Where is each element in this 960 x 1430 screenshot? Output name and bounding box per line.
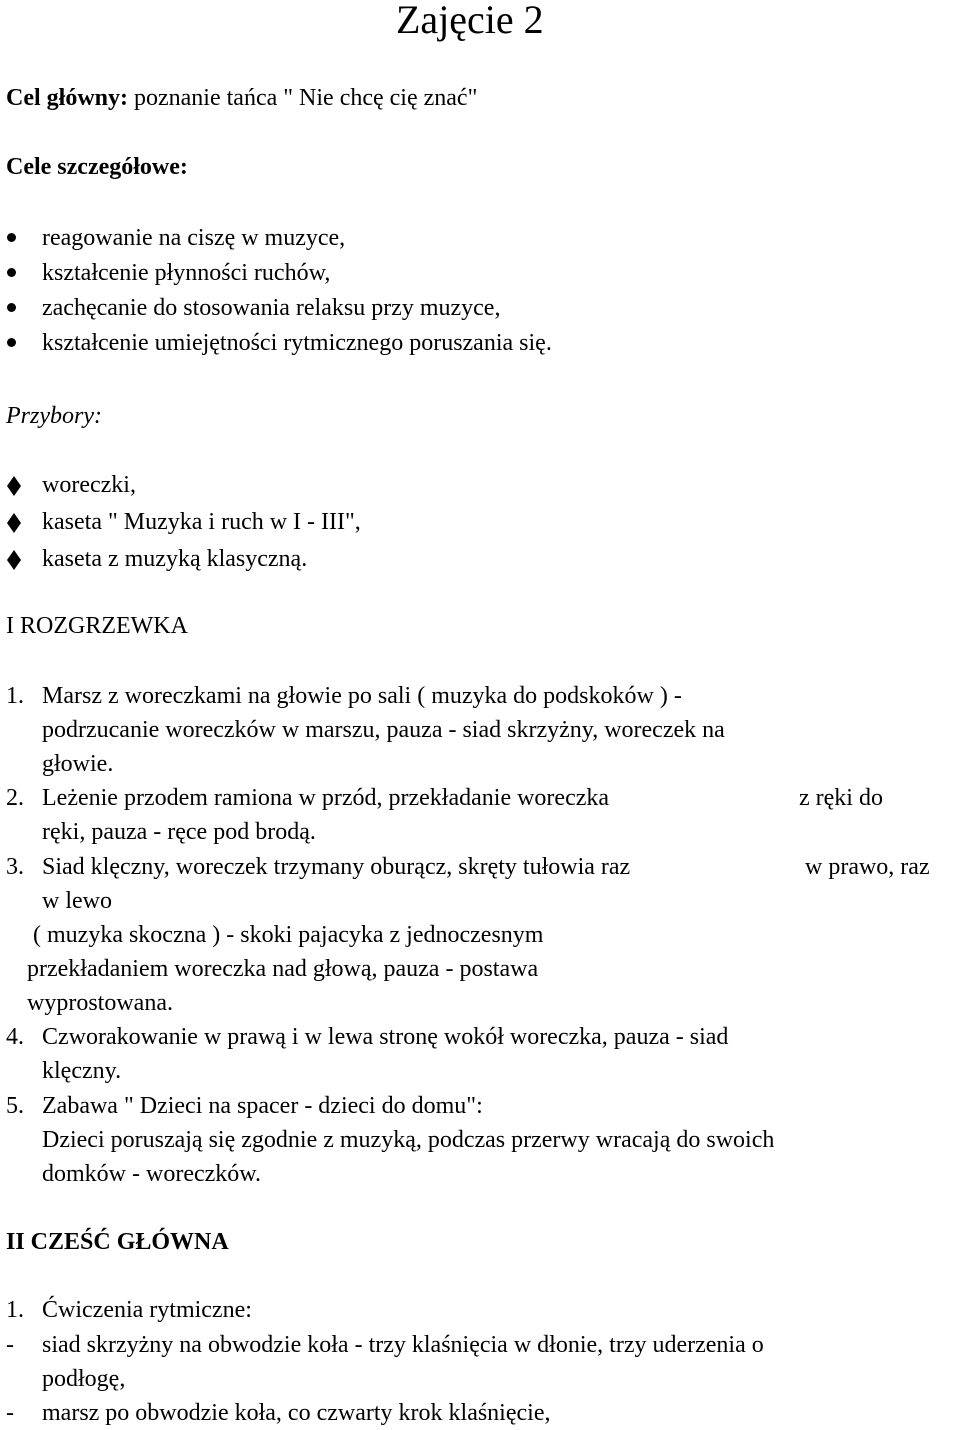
bullet-icon xyxy=(7,268,16,277)
warmup-item-text: Leżenie przodem ramiona w przód, przekładanie woreczka xyxy=(42,785,610,811)
warmup-item-text: Zabawa " Dzieci na spacer - dzieci do domu": xyxy=(42,1093,483,1119)
warmup-item-text: domków - woreczków. xyxy=(42,1161,262,1187)
warmup-item-number: 3. xyxy=(6,854,24,880)
warmup-item-text: klęczny. xyxy=(42,1058,122,1084)
objective-item: kształcenie płynności ruchów, xyxy=(42,260,331,286)
warmup-item-number: 2. xyxy=(6,785,24,811)
objective-item: zachęcanie do stosowania relaksu przy muzyce, xyxy=(42,295,501,321)
main-item-number: 1. xyxy=(6,1297,24,1323)
warmup-item-text: Dzieci poruszają się zgodnie z muzyką, podczas przerwy wracają do swoich xyxy=(42,1127,775,1153)
warmup-item-text: z ręki do xyxy=(799,785,883,811)
bullet-icon xyxy=(7,303,16,312)
equipment-item: woreczki, xyxy=(42,472,136,498)
warmup-heading: I ROZGRZEWKA xyxy=(6,613,188,639)
objective-item: reagowanie na ciszę w muzyce, xyxy=(42,225,346,251)
warmup-item-text: w prawo, raz xyxy=(805,854,930,880)
warmup-item-text: głowie. xyxy=(42,751,114,777)
warmup-item-number: 5. xyxy=(6,1093,24,1119)
warmup-item-text: przekładaniem woreczka nad głową, pauza - postawa xyxy=(27,956,539,982)
equipment-item: kaseta z muzyką klasyczną. xyxy=(42,546,308,572)
warmup-item-number: 4. xyxy=(6,1024,24,1050)
diamond-bullet-icon xyxy=(7,550,21,570)
goal-text: poznanie tańca " Nie chcę cię znać" xyxy=(128,85,478,111)
dash-item-text: siad skrzyżny na obwodzie koła - trzy klaśnięcia w dłonie, trzy uderzenia o xyxy=(42,1332,764,1358)
goal-line xyxy=(6,86,477,110)
equipment-item: kaseta " Muzyka i ruch w I - III", xyxy=(42,509,361,535)
main-part-heading: II CZEŚĆ GŁÓWNA xyxy=(6,1229,229,1255)
dash-item-text: marsz po obwodzie koła, co czwarty krok klaśnięcie, xyxy=(42,1400,551,1426)
dash-marker: - xyxy=(6,1332,14,1358)
warmup-item-text: wyprostowana. xyxy=(27,990,173,1016)
bullet-icon xyxy=(7,233,16,242)
warmup-item-text: Siad klęczny, woreczek trzymany oburącz, skręty tułowia raz xyxy=(42,854,631,880)
diamond-bullet-icon xyxy=(7,513,21,533)
equipment-heading: Przybory: xyxy=(6,403,102,429)
main-item-text: Ćwiczenia rytmiczne: xyxy=(42,1297,252,1323)
diamond-bullet-icon xyxy=(7,476,21,496)
warmup-item-text: ( muzyka skoczna ) - skoki pajacyka z jednoczesnym xyxy=(33,922,544,948)
objective-item: kształcenie umiejętności rytmicznego poruszania się. xyxy=(42,330,552,356)
dash-marker: - xyxy=(6,1400,14,1426)
goal-label: Cel główny: xyxy=(6,85,128,111)
warmup-item-text: podrzucanie woreczków w marszu, pauza - siad skrzyżny, woreczek na xyxy=(42,717,725,743)
page-title: Zajęcie 2 xyxy=(396,0,544,42)
warmup-item-text: Czworakowanie w prawą i w lewa stronę wokół woreczka, pauza - siad xyxy=(42,1024,729,1050)
objectives-heading: Cele szczegółowe: xyxy=(6,154,188,180)
warmup-item-text: ręki, pauza - ręce pod brodą. xyxy=(42,819,316,845)
warmup-item-number: 1. xyxy=(6,683,24,709)
bullet-icon xyxy=(7,338,16,347)
warmup-item-text: w lewo xyxy=(42,888,112,914)
dash-item-text: podłogę, xyxy=(42,1366,126,1392)
warmup-item-text: Marsz z woreczkami na głowie po sali ( muzyka do podskoków ) - xyxy=(42,683,682,709)
